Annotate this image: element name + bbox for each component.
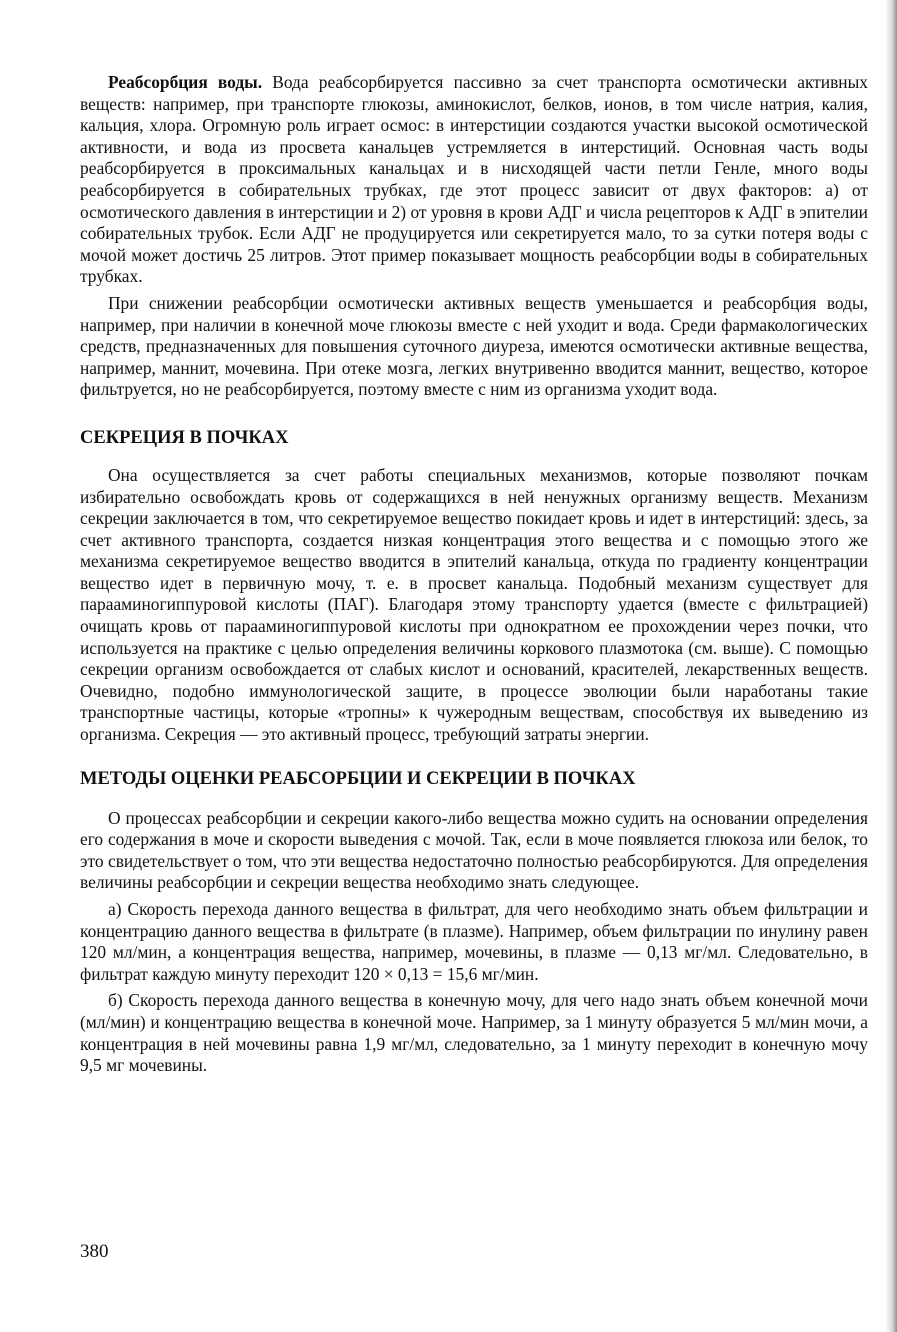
paragraph-filtrate-rate: а) Скорость перехода данного вещества в фильтрат, для чего необходимо знать объем фильтрации и концентрацию данного вещества в фильтрате (в плазме). Например, объем фильтрации по инулину равен 120 мл/мин, а концентрация вещества, например, мочевины, в плазме — 0,13 мг/мл. Следовательно, в фильтрат каждую минуту переходит 120 × 0,13 = 15,6 мг/мин.	[80, 899, 868, 984]
paragraph-methods-intro: О процессах реабсорбции и секреции какого-либо вещества можно судить на основании определения его содержания в моче и скорости выведения с мочой. Так, если в моче появляется глюкоза или белок, то это свидетельствует о том, что эти вещества недостаточно полностью реабсорбируются. Для определения величины реабсорбции и секреции вещества необходимо знать следующее.	[80, 807, 868, 893]
page-number: 380	[80, 1241, 109, 1262]
paragraph-water-reabsorption	[80, 72, 868, 288]
paragraph-secretion: Она осуществляется за счет работы специальных механизмов, которые позволяют почкам избирательно освобождать кровь от содержащихся в ней ненужных организму веществ. Механизм секреции заключается в том, что секретируемое вещество покидает кровь и идет в интерстиций: здесь, за счет активного транспорта, создается низкая концентрация этого вещества и с помощью этого же механизма секретируемое вещество вводится в эпителий канальца, откуда по градиенту концентрации вещество идет в первичную мочу, т. е. в просвет канальца. Подобный механизм существует для парааминогиппуровой кислоты (ПАГ). Благодаря этому транспорту удается (вместе с фильтрацией) очищать кровь от парааминогиппуровой кислоты при однократном ее прохождении через почки, что используется на практике с целью определения величины коркового плазмотока (см. выше). С помощью секреции организм освобождается от слабых кислот и оснований, красителей, лекарственных веществ. Очевидно, подобно иммунологической защите, в процессе эволюции были наработаны такие транспортные частицы, которые «тропны» к чужеродным веществам, способствуя их выведению из организма. Секреция — это активный процесс, требующий затраты энергии.	[80, 464, 868, 745]
run-in-heading: Реабсорбция воды.	[108, 72, 263, 92]
page-body	[80, 72, 868, 1077]
paragraph-urine-rate: б) Скорость перехода данного вещества в конечную мочу, для чего надо знать объем конечной мочи (мл/мин) и концентрацию вещества в конечной моче. Например, за 1 минуту образуется 5 мл/мин мочи, а концентрация в ней мочевины равна 1,9 мг/мл, следовательно, за 1 минуту переходит в конечную мочу 9,5 мг мочевины.	[80, 990, 868, 1076]
heading-secretion: СЕКРЕЦИЯ В ПОЧКАХ	[80, 427, 289, 448]
heading-methods: МЕТОДЫ ОЦЕНКИ РЕАБСОРБЦИИ И СЕКРЕЦИИ В ПОЧКАХ	[80, 768, 636, 789]
paragraph-text: Вода реабсорбируется пассивно за счет транспорта осмотически активных веществ: например, при транспорте глюкозы, аминокислот, белков, ионов, в том числе натрия, калия, кальция, хлора. Огромную роль играет осмос: в интерстиции создаются участки высокой осмотической активности, и вода из просвета канальцев устремляется в интерстиций. Основная часть воды реабсорбируется в проксимальных канальцах и в нисходящей части петли Генле, много воды реабсорбируется в собирательных трубках, где этот процесс зависит от двух факторов: а) от осмотического давления в интерстиции и 2) от уровня в крови АДГ и числа рецепторов к АДГ в эпителии собирательных трубок. Если АДГ не продуцируется или секретируется мало, то за сутки потеря воды с мочой может достичь 25 литров. Этот пример показывает мощность реабсорбции воды в собирательных трубках.	[80, 72, 868, 287]
scan-edge-shadow	[885, 0, 897, 1332]
paragraph-osmotic: При снижении реабсорбции осмотически активных веществ уменьшается и реабсорбция воды, например, при наличии в конечной моче глюкозы вместе с ней уходит и вода. Среди фармакологических средств, предназначенных для повышения суточного диуреза, имеются осмотически активные вещества, например, маннит, мочевина. При отеке мозга, легких внутривенно вводится маннит, вещество, которое фильтруется, но не реабсорбируется, поэтому вместе с ним из организма уходит вода.	[80, 292, 868, 400]
